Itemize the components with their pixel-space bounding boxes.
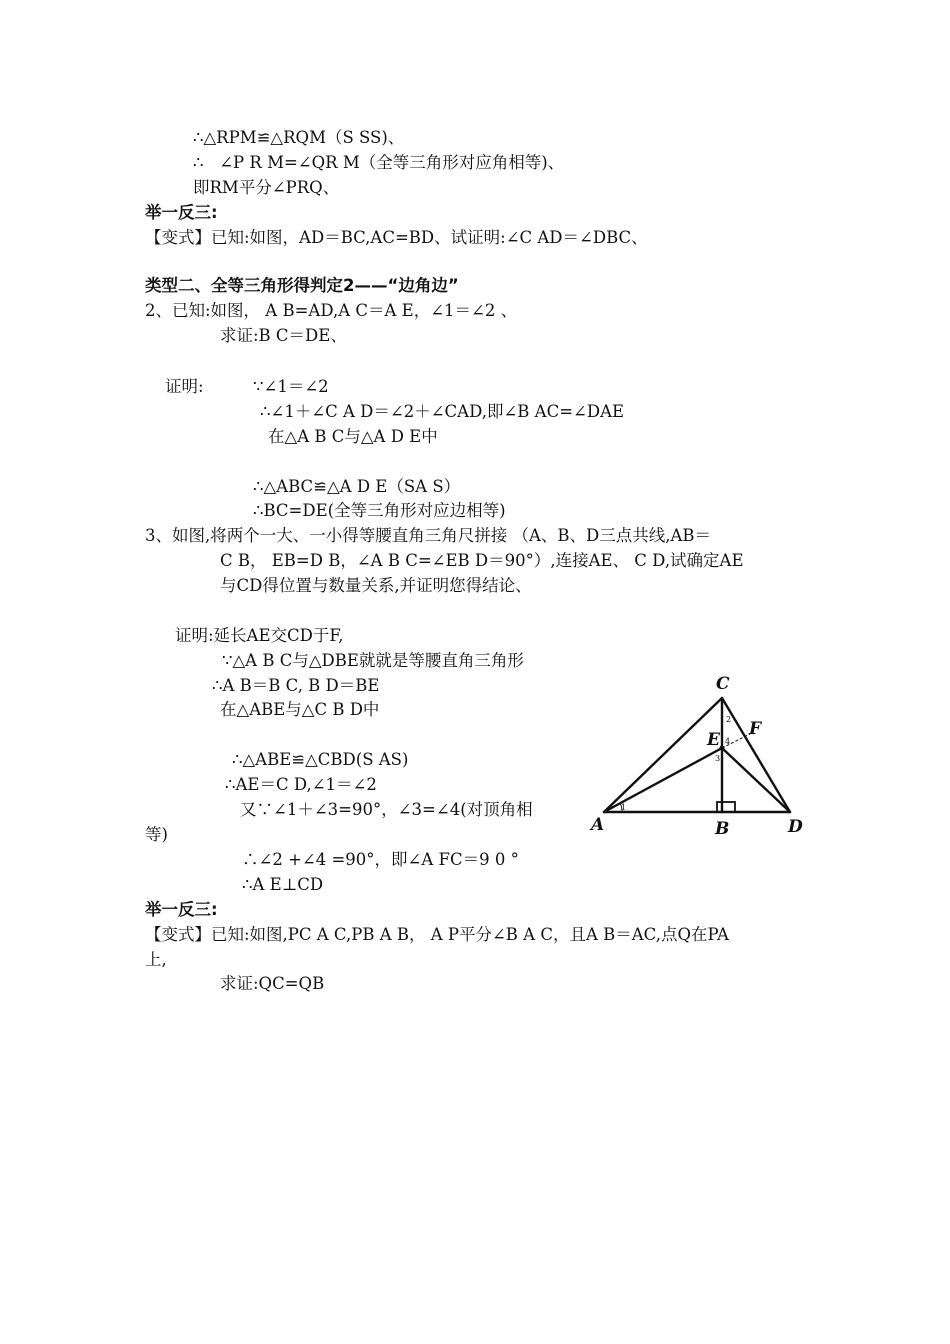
- segment-CD: [722, 698, 790, 812]
- problem-goal: 求证:B C＝DE、: [220, 326, 347, 345]
- proof-label: 证明:: [165, 377, 204, 396]
- proof-line: ∴ ∠P R M=∠QR M（全等三角形对应角相等)、: [193, 153, 565, 172]
- label-angle-2: 2: [726, 715, 732, 724]
- label-B: B: [715, 819, 730, 839]
- proof-line: 又∵∠1＋∠3=90°，∠3=∠4(对顶角相: [240, 800, 533, 819]
- problem-goal: 求证:QC=QB: [220, 974, 325, 993]
- segment-AC: [604, 698, 722, 812]
- proof-line: ∴A E⊥CD: [242, 875, 324, 894]
- label-angle-1: 1: [621, 803, 627, 812]
- label-F: F: [749, 719, 762, 739]
- label-C: C: [716, 674, 730, 694]
- label-angle-3: 3: [715, 754, 721, 763]
- label-D: D: [788, 817, 803, 837]
- right-angle-mark: [717, 802, 735, 812]
- problem-statement: C B， EB=D B，∠A B C=∠EB D＝90°）,连接AE、 C D,试确定AE: [220, 551, 744, 570]
- label-E: E: [707, 730, 720, 750]
- proof-line: ∴△RPM≌△RQM（S SS)、: [193, 128, 405, 147]
- variant-problem: 【变式】已知:如图,PC A C,PB A B， A P平分∠B A C，且A B＝AC,点Q在PA: [145, 925, 729, 944]
- variant-problem: 【变式】已知:如图，AD＝BC,AC=BD、试证明:∠C AD＝∠DBC、: [145, 228, 648, 247]
- problem-statement: 3、如图,将两个一大、一小得等腰直角三角尺拼接 （A、B、D三点共线,AB＝: [145, 526, 712, 545]
- proof-line: ∴∠1＋∠C A D＝∠2＋∠CAD,即∠B AC=∠DAE: [260, 402, 625, 421]
- proof-line: 在△ABE与△C B D中: [220, 700, 380, 719]
- proof-line: ∴△ABC≌△A D E（SA S）: [253, 477, 461, 496]
- proof-line: ∴BC=DE(全等三角形对应边相等): [253, 501, 506, 520]
- proof-line: ∴AE＝C D,∠1＝∠2: [225, 775, 377, 794]
- proof-line: 在△A B C与△A D E中: [268, 427, 438, 446]
- proof-line: ∴∠2 +∠4 =90°，即∠A FC＝9 0 °: [242, 850, 519, 869]
- proof-line: ∵∠1＝∠2: [253, 377, 329, 396]
- proof-line: ∴△ABE≌△CBD(S AS): [232, 750, 409, 769]
- proof-line: 即RM平分∠PRQ、: [193, 178, 340, 197]
- proof-line: 等): [145, 825, 168, 844]
- section-heading: 举一反三:: [145, 203, 218, 222]
- proof-line: ∴A B＝B C, B D＝BE: [212, 676, 380, 695]
- section-heading: 举一反三:: [145, 900, 218, 919]
- proof-line: ∵△A B C与△DBE就就是等腰直角三角形: [222, 651, 524, 670]
- proof-line: 证明:延长AE交CD于F,: [175, 626, 344, 645]
- geometry-figure: [588, 670, 810, 840]
- problem-statement: 2、已知:如图， A B=AD,A C＝A E，∠1＝∠2 、: [145, 301, 518, 320]
- problem-statement: 与CD得位置与数量关系,并证明您得结论、: [220, 576, 532, 595]
- variant-problem: 上,: [145, 950, 167, 969]
- label-A: A: [591, 815, 605, 835]
- label-angle-4: 4: [725, 737, 731, 746]
- point-E: [720, 746, 725, 751]
- type-heading: 类型二、全等三角形得判定2——“边角边”: [145, 276, 459, 295]
